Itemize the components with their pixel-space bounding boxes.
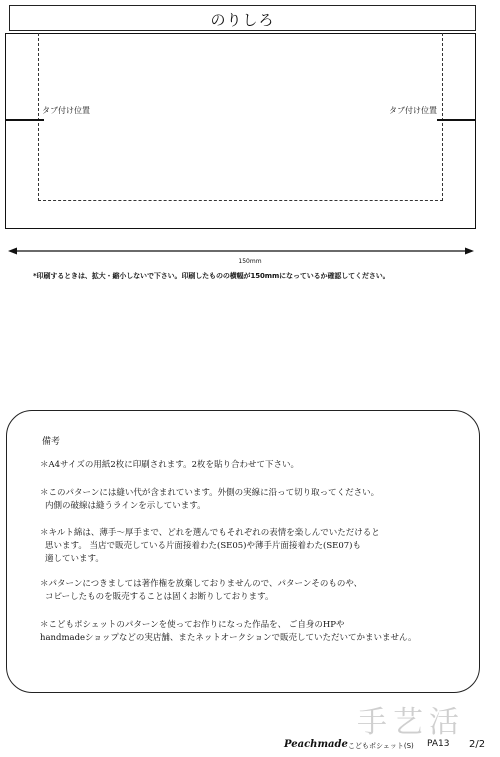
note-line: ＊キルト綿は、薄手～厚手まで、どれを選んでもそれぞれの表情を楽しんでいただけると [40, 528, 380, 538]
footer-product-code: PA13 [427, 739, 450, 749]
tab-position-label-left: タブ付け位置 [42, 106, 90, 115]
tab-position-label-right: タブ付け位置 [389, 106, 437, 115]
note-line: ＊パターンにつきましては著作権を放棄しておりませんので、パターンそのものや、 [40, 579, 363, 589]
note-item [40, 459, 299, 472]
notes-title: 備考 [42, 437, 61, 447]
tab-mark-right [437, 119, 475, 121]
note-item [40, 619, 416, 645]
note-item [40, 487, 379, 513]
notes-box [6, 410, 480, 693]
note-line: ＊こどもポシェットのパターンを使ってお作りになった作品を、 ご自身のHPや [40, 620, 345, 630]
note-line: ＊このパターンには縫い代が含まれています。外側の実線に沿って切り取ってください。 [40, 488, 380, 498]
sewing-line [38, 33, 443, 201]
width-dimension-label: 150mm [238, 258, 262, 265]
footer-brand: Peachmade [284, 739, 348, 750]
tab-mark-left [6, 119, 44, 121]
note-item [40, 527, 380, 566]
note-line: 内側の破線は縫うラインを示しています。 [45, 501, 206, 511]
glue-margin-label: のりしろ [210, 11, 275, 29]
note-line: ＊A4サイズの用紙2枚に印刷されます。2枚を貼り合わせて下さい。 [40, 460, 300, 470]
note-line: handmadeショップなどの実店舗、またネットオークションで販売していただいてかまいません。 [40, 633, 417, 643]
pattern-piece [5, 33, 476, 229]
footer-page-number: 2/2 [469, 739, 486, 750]
note-line: コピーしたものを販売することは固くお断りしております。 [45, 592, 274, 602]
watermark-logo: 手艺活 [357, 705, 465, 740]
glue-margin-box [9, 5, 476, 31]
footer-product-name: こどもポシェット(S) [348, 742, 414, 750]
note-line: 思います。 当店で販売している片面接着わた(SE05)や薄手片面接着わた(SE07)も [45, 541, 361, 551]
note-item [40, 578, 362, 604]
print-instruction: *印刷するときは、拡大・縮小しないで下さい。印刷したものの横幅が150mmになっているか確認してください。 [33, 272, 390, 280]
note-line: 適しています。 [45, 554, 104, 564]
width-dimension-arrow [8, 246, 474, 256]
